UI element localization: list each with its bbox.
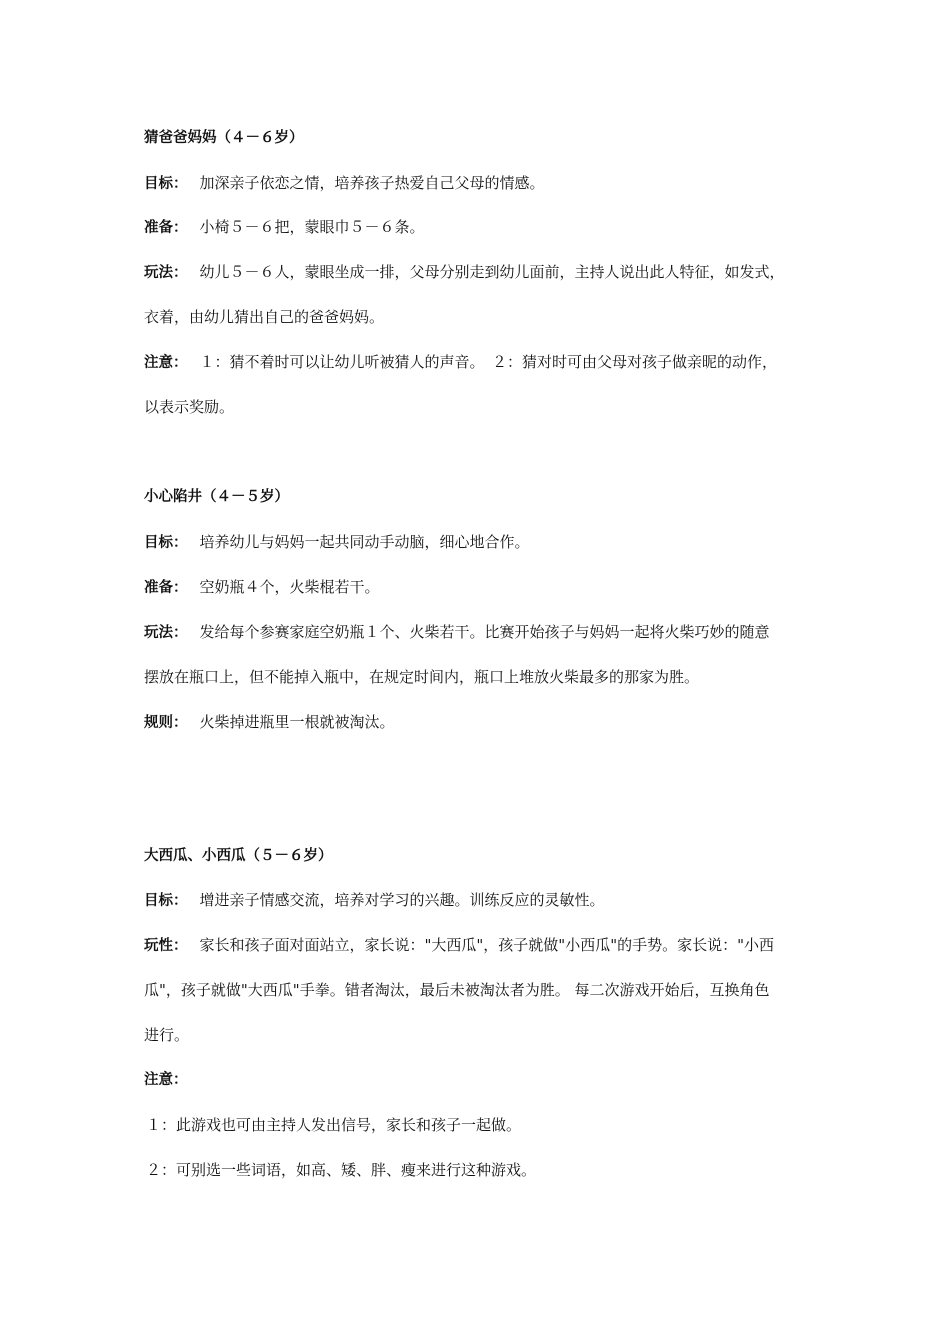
section-2-prep-label: 准备： — [144, 580, 188, 596]
section-1-play — [144, 261, 814, 284]
section-2-goal — [144, 531, 814, 554]
section-1-goal-label: 目标： — [144, 176, 188, 192]
section-1-prep-text: 小椅５－６把，蒙眼巾５－６条。 — [199, 218, 425, 236]
section-2-rule-label: 规则： — [144, 715, 188, 731]
section-1-play-label: 玩法： — [144, 265, 188, 281]
section-1-note-text-2: 以表示奖励。 — [144, 398, 235, 416]
section-3-play — [144, 934, 814, 957]
section-1-note — [144, 351, 814, 374]
section-1-prep — [144, 216, 814, 239]
section-2-prep-text: 空奶瓶４个，火柴棍若干。 — [199, 578, 380, 596]
section-2-title: 小心陷井（４－５岁） — [144, 489, 289, 505]
section-3-goal — [144, 889, 814, 912]
section-2-play-text-2: 摆放在瓶口上，但不能掉入瓶中，在规定时间内，瓶口上堆放火柴最多的那家为胜。 — [144, 668, 700, 686]
section-3-note-item-2: ２：可别选一些词语，如高、矮、胖、瘦来进行这种游戏。 — [146, 1161, 537, 1179]
section-3-play-text-2: 瓜"，孩子就做"大西瓜"手拳。错者淘汰，最后未被淘汰者为胜。 每二次游戏开始后，互换角色 — [144, 981, 770, 999]
section-3-note-item-1: １：此游戏也可由主持人发出信号，家长和孩子一起做。 — [146, 1116, 522, 1134]
section-1-title: 猜爸爸妈妈（４－６岁） — [144, 130, 304, 146]
section-2-prep — [144, 576, 814, 599]
section-1-note-label: 注意： — [144, 355, 188, 371]
section-3-play-text-3: 进行。 — [144, 1026, 190, 1044]
section-2-play-label: 玩法： — [144, 625, 188, 641]
section-3-goal-text: 增进亲子情感交流，培养对学习的兴趣。训练反应的灵敏性。 — [199, 891, 605, 909]
section-1-prep-label: 准备： — [144, 220, 188, 236]
section-3-goal-label: 目标： — [144, 893, 188, 909]
section-1-goal-text: 加深亲子依恋之情，培养孩子热爱自己父母的情感。 — [199, 174, 545, 192]
section-3-note-label: 注意： — [144, 1072, 188, 1088]
section-1-goal — [144, 172, 814, 195]
section-1-note-text-1: １：猜不着时可以让幼儿听被猜人的声音。 ２：猜对时可由父母对孩子做亲昵的动作， — [199, 353, 778, 371]
section-3-title: 大西瓜、小西瓜（５－６岁） — [144, 848, 333, 864]
section-2-play — [144, 621, 814, 644]
section-1-play-text-2: 衣着，由幼儿猜出自己的爸爸妈妈。 — [144, 308, 385, 326]
section-2-rule-text: 火柴掉进瓶里一根就被淘汰。 — [199, 713, 395, 731]
section-2-rule — [144, 711, 814, 734]
section-2-play-text-1: 发给每个参赛家庭空奶瓶１个、火柴若干。比赛开始孩子与妈妈一起将火柴巧妙的随意 — [199, 623, 770, 641]
section-2-goal-text: 培养幼儿与妈妈一起共同动手动脑，细心地合作。 — [199, 533, 530, 551]
section-1-play-text-1: 幼儿５－６人，蒙眼坐成一排，父母分别走到幼儿面前，主持人说出此人特征，如发式， — [199, 263, 785, 281]
section-2-goal-label: 目标： — [144, 535, 188, 551]
section-3-play-text-1: 家长和孩子面对面站立，家长说："大西瓜"，孩子就做"小西瓜"的手势。家长说："小西 — [199, 936, 775, 954]
section-3-play-label: 玩性： — [144, 938, 188, 954]
